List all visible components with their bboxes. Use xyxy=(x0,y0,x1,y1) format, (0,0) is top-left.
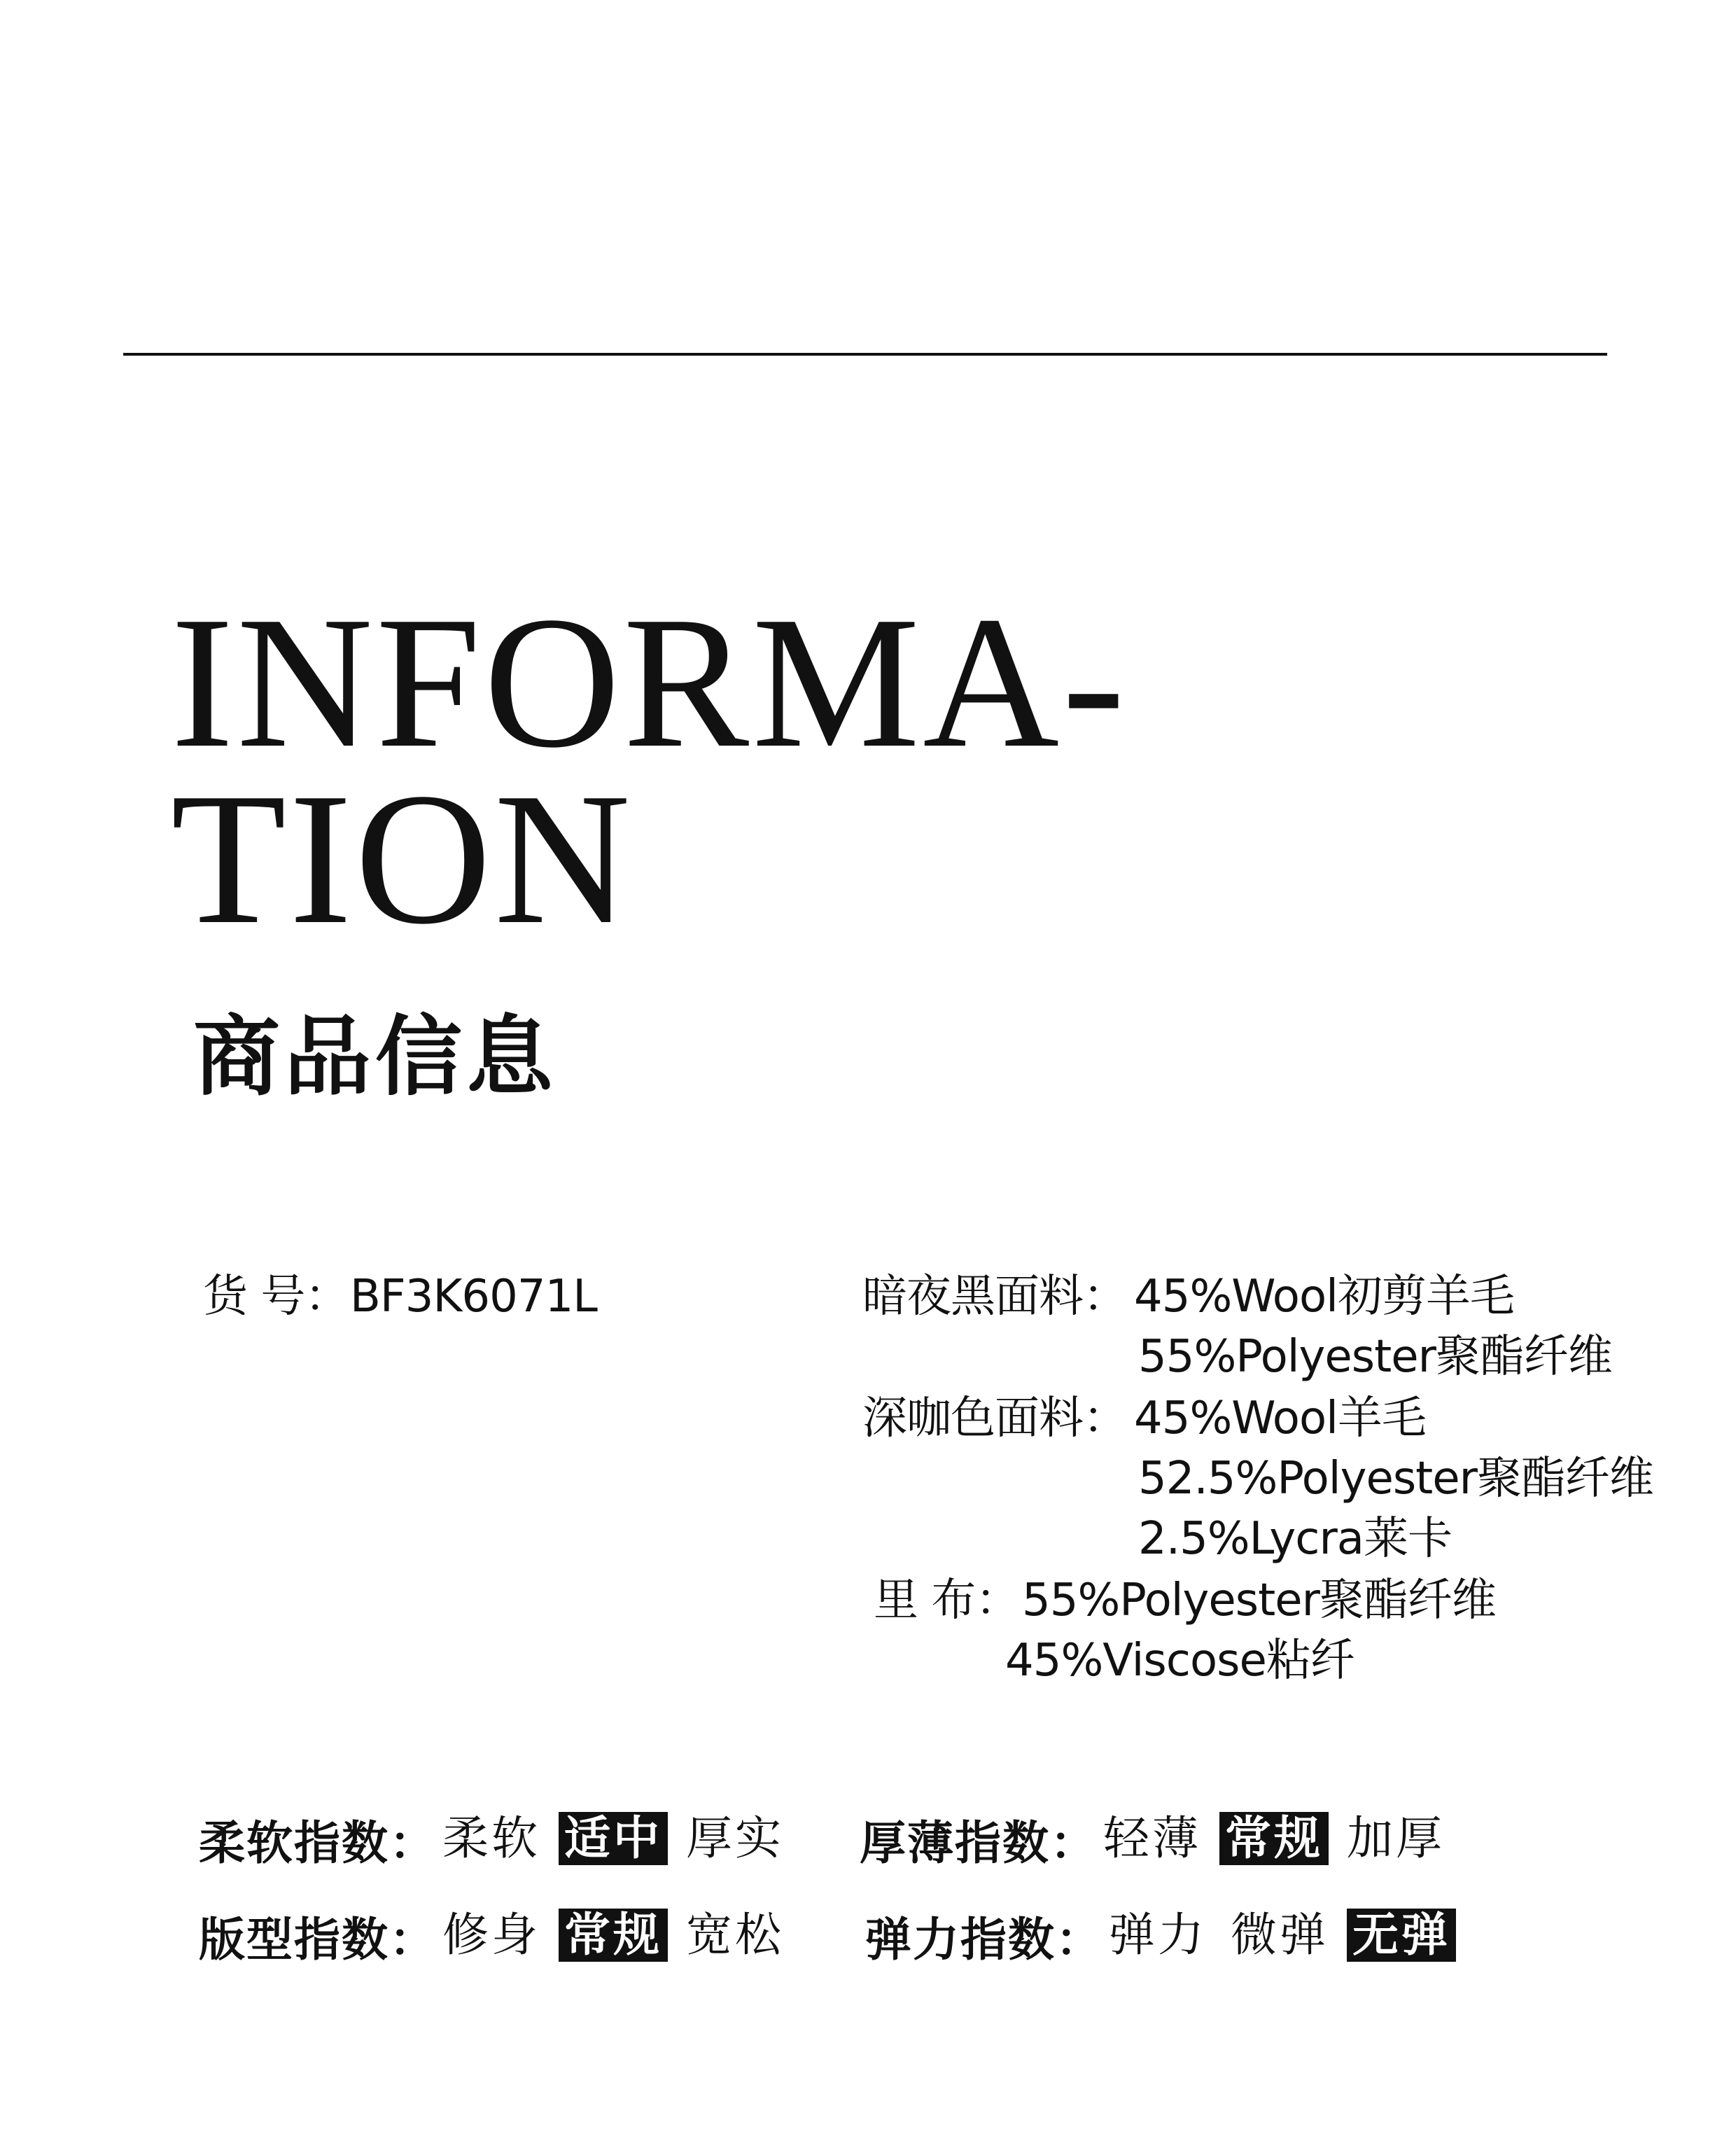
thickness-index-label: 厚薄指数： xyxy=(860,1815,1098,1870)
thickness-option-3: 加厚 xyxy=(1347,1811,1445,1865)
elasticity-option-2: 微弹 xyxy=(1231,1908,1329,1962)
fabric-lining-line-2: 45%Viscose粘纤 xyxy=(1005,1635,1354,1687)
fit-index-row xyxy=(199,1907,802,1967)
fit-option-2-selected: 常规 xyxy=(559,1909,668,1962)
page-title-line-1: INFORMA- xyxy=(171,578,1128,787)
fit-option-3: 宽松 xyxy=(686,1908,784,1962)
softness-option-2-selected: 适中 xyxy=(559,1812,668,1865)
top-divider xyxy=(123,353,1607,356)
page-subtitle: 商品信息 xyxy=(193,1007,558,1108)
thickness-index-row xyxy=(860,1811,1463,1870)
sku-label: 货 号： xyxy=(203,1271,349,1323)
thickness-option-1: 轻薄 xyxy=(1103,1811,1201,1865)
elasticity-option-1: 弹力 xyxy=(1109,1908,1207,1962)
fabric-brown-line-3: 2.5%Lycra莱卡 xyxy=(1138,1513,1452,1565)
fabric-black-line-2: 55%Polyester聚酯纤维 xyxy=(1138,1331,1612,1383)
fabric-brown-label: 深咖色面料： xyxy=(862,1393,1127,1444)
softness-option-1: 柔软 xyxy=(442,1811,540,1865)
thickness-option-2-selected: 常规 xyxy=(1219,1812,1329,1865)
sku-value: BF3K6071L xyxy=(350,1271,597,1323)
fit-index-label: 版型指数： xyxy=(199,1912,437,1967)
fabric-black-label: 暗夜黑面料： xyxy=(862,1271,1127,1323)
fabric-brown-line-2: 52.5%Polyester聚酯纤维 xyxy=(1138,1453,1653,1505)
softness-index-label: 柔软指数： xyxy=(199,1815,437,1870)
fabric-black-line-1: 45%Wool初剪羊毛 xyxy=(1134,1271,1514,1323)
softness-option-3: 厚实 xyxy=(686,1811,784,1865)
softness-index-row xyxy=(199,1811,802,1870)
elasticity-index-row xyxy=(865,1907,1469,1967)
page-title-line-2: TION xyxy=(171,754,634,963)
fit-option-1: 修身 xyxy=(442,1908,540,1962)
fabric-lining-label: 里 布： xyxy=(874,1575,1020,1626)
elasticity-index-label: 弹力指数： xyxy=(865,1912,1103,1967)
fabric-brown-line-1: 45%Wool羊毛 xyxy=(1134,1393,1426,1444)
elasticity-option-3-selected: 无弹 xyxy=(1347,1909,1456,1962)
fabric-lining-line-1: 55%Polyester聚酯纤维 xyxy=(1022,1575,1496,1626)
